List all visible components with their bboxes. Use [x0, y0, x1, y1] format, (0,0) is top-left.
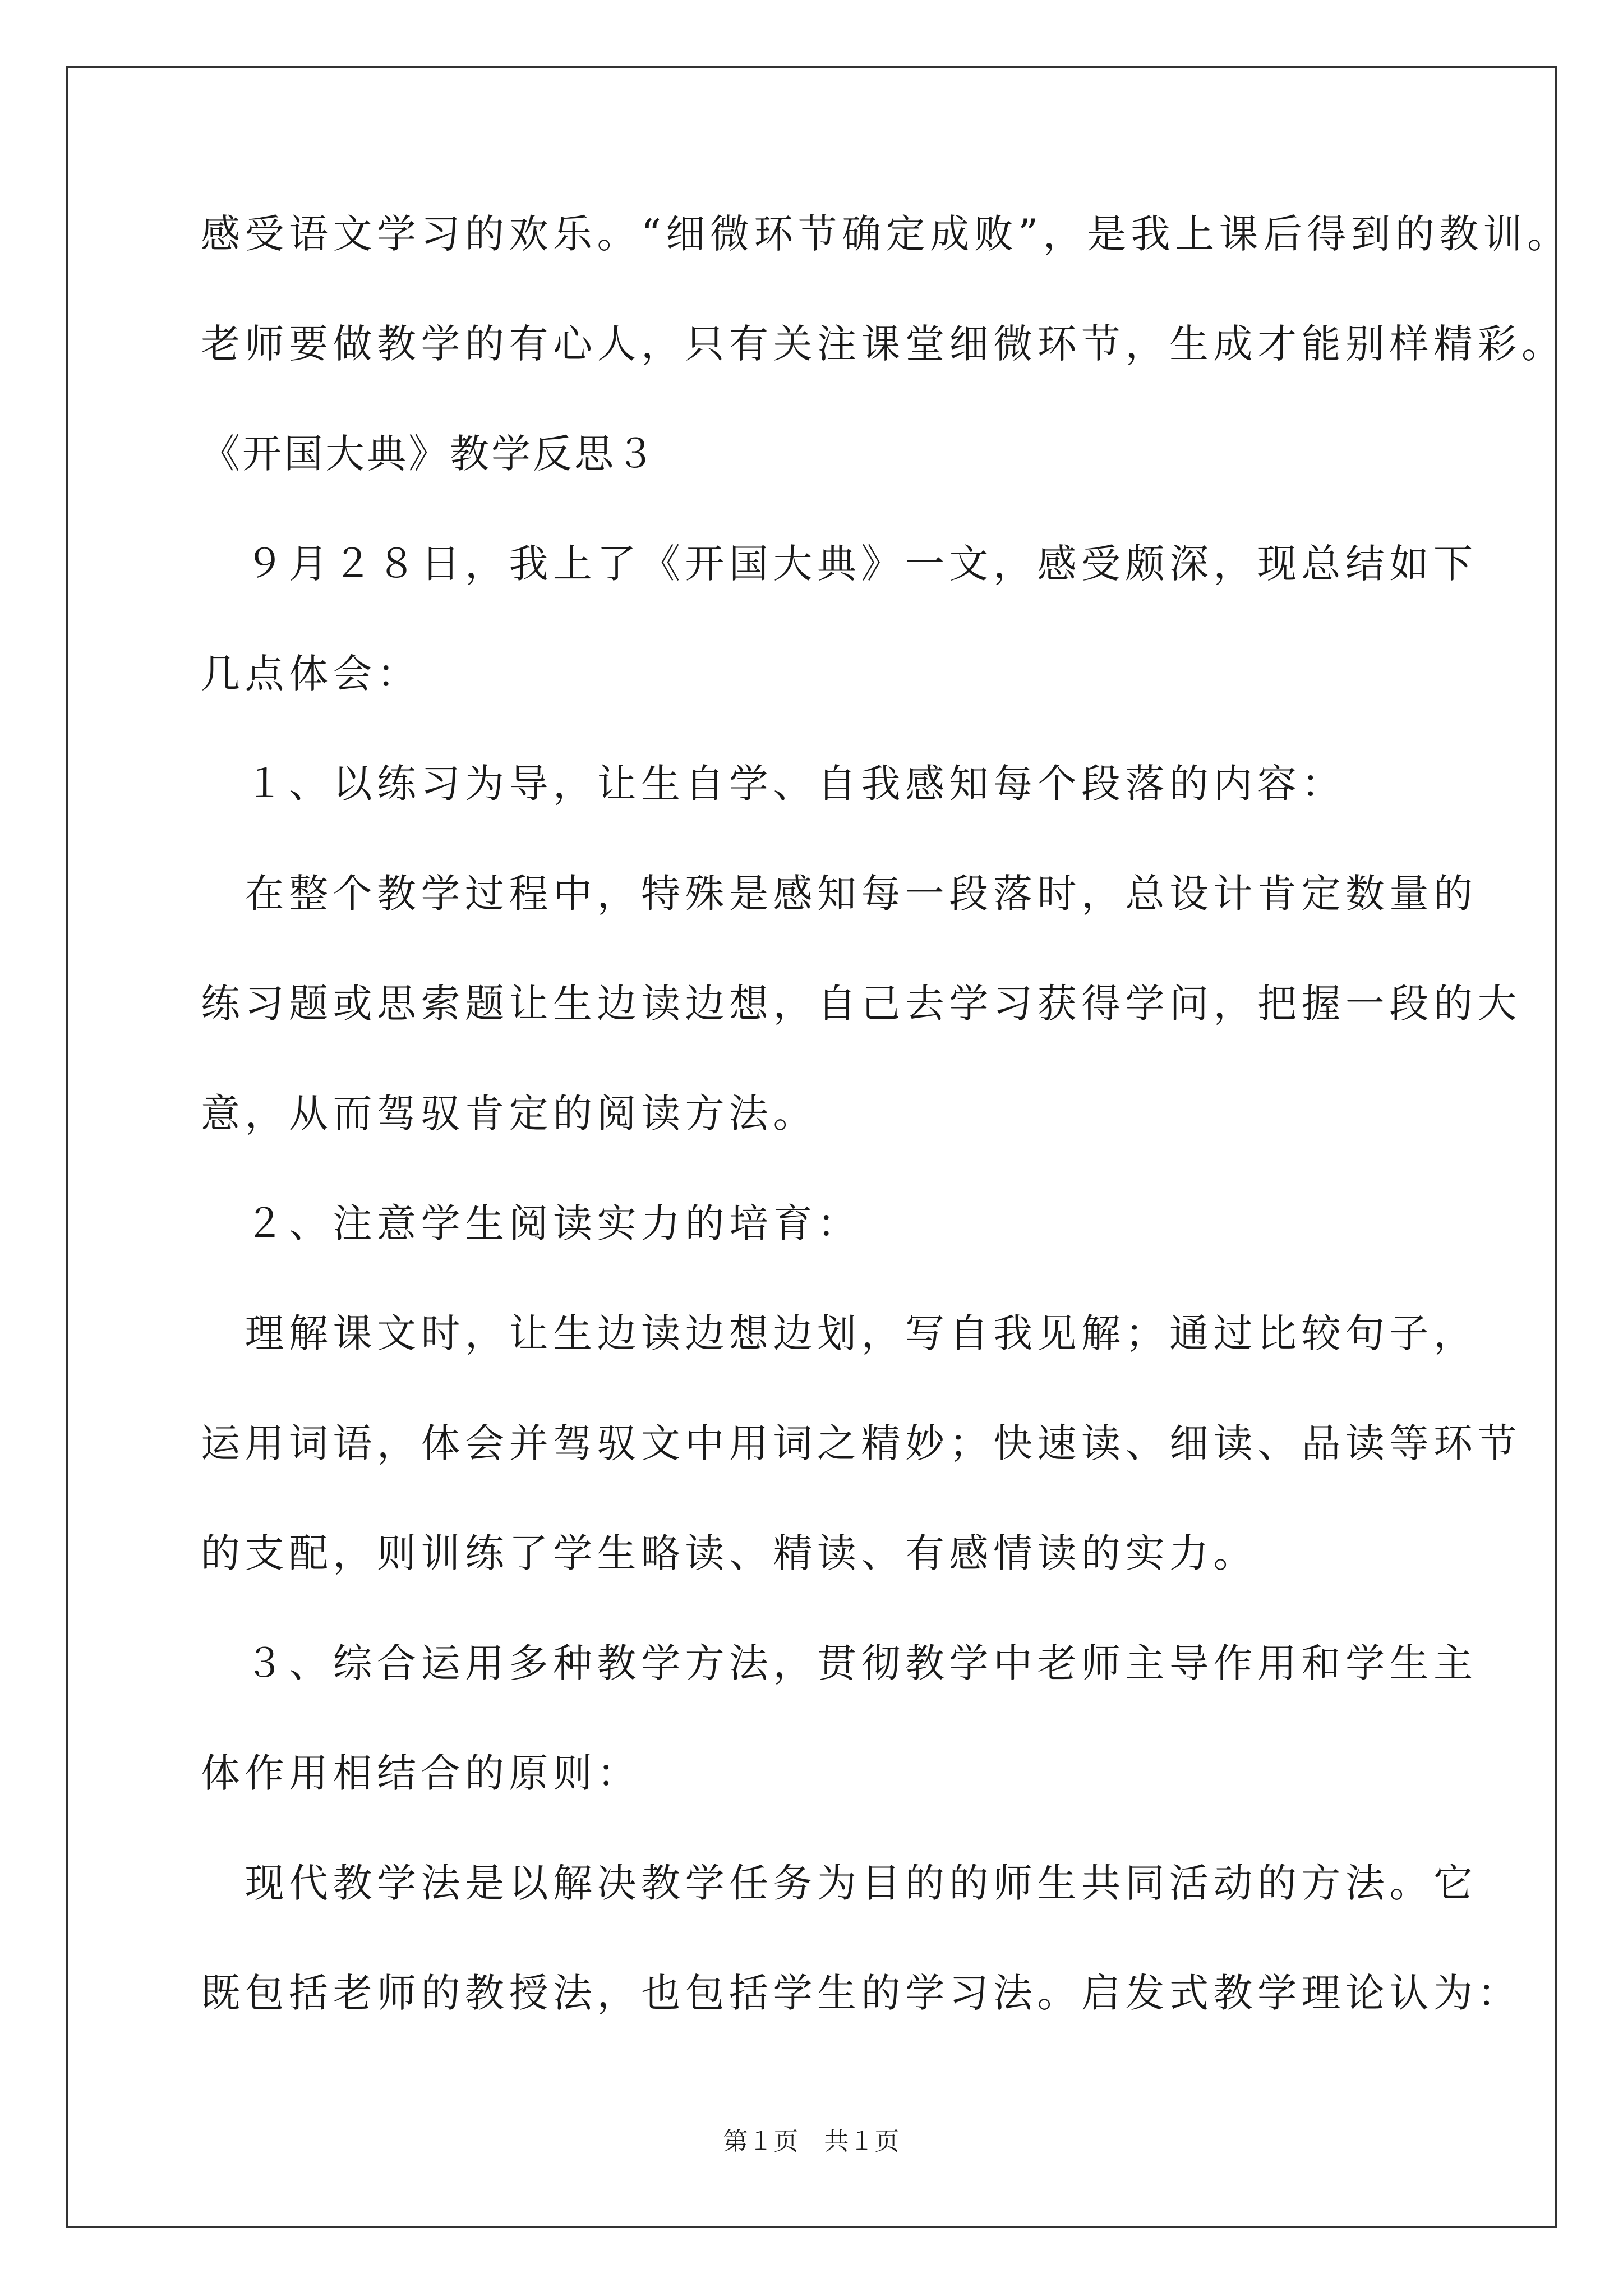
text-line: １、以练习为导，让生自学、自我感知每个段落的内容： [201, 761, 1345, 807]
text-line: 感受语文学习的欢乐。“细微环节确定成败”，是我上课后得到的教训。 [201, 211, 1571, 257]
text-line: 运用词语，体会并驾驭文中用词之精妙；快速读、细读、品读等环节 [201, 1420, 1521, 1466]
text-line: 体作用相结合的原则： [201, 1750, 641, 1796]
text-line: 既包括老师的教授法，也包括学生的学习法。启发式教学理论认为： [201, 1970, 1521, 2016]
text-line: 的支配，则训练了学生略读、精读、有感情读的实力。 [201, 1530, 1257, 1576]
text-line: 在整个教学过程中，特殊是感知每一段落时，总设计肯定数量的 [201, 871, 1478, 917]
page-number-footer: 第１页 共１页 [723, 2127, 900, 2156]
section-heading: 《开国大典》教学反思３ [201, 431, 657, 477]
text-line: 几点体会： [201, 651, 421, 697]
text-line: ９月２８日，我上了《开国大典》一文，感受颇深，现总结如下 [201, 541, 1478, 587]
text-line: ３、综合运用多种教学方法，贯彻教学中老师主导作用和学生主 [201, 1640, 1478, 1686]
text-line: 意，从而驾驭肯定的阅读方法。 [201, 1091, 817, 1137]
text-line: 老师要做教学的有心人，只有关注课堂细微环节，生成才能别样精彩。 [201, 321, 1566, 367]
text-line: 理解课文时，让生边读边想边划，写自我见解；通过比较句子， [201, 1310, 1478, 1356]
text-line: 练习题或思索题让生边读边想，自己去学习获得学问，把握一段的大 [201, 981, 1521, 1027]
text-line: 现代教学法是以解决教学任务为目的的师生共同活动的方法。它 [201, 1860, 1478, 1906]
text-line: ２、注意学生阅读实力的培育： [201, 1200, 861, 1246]
